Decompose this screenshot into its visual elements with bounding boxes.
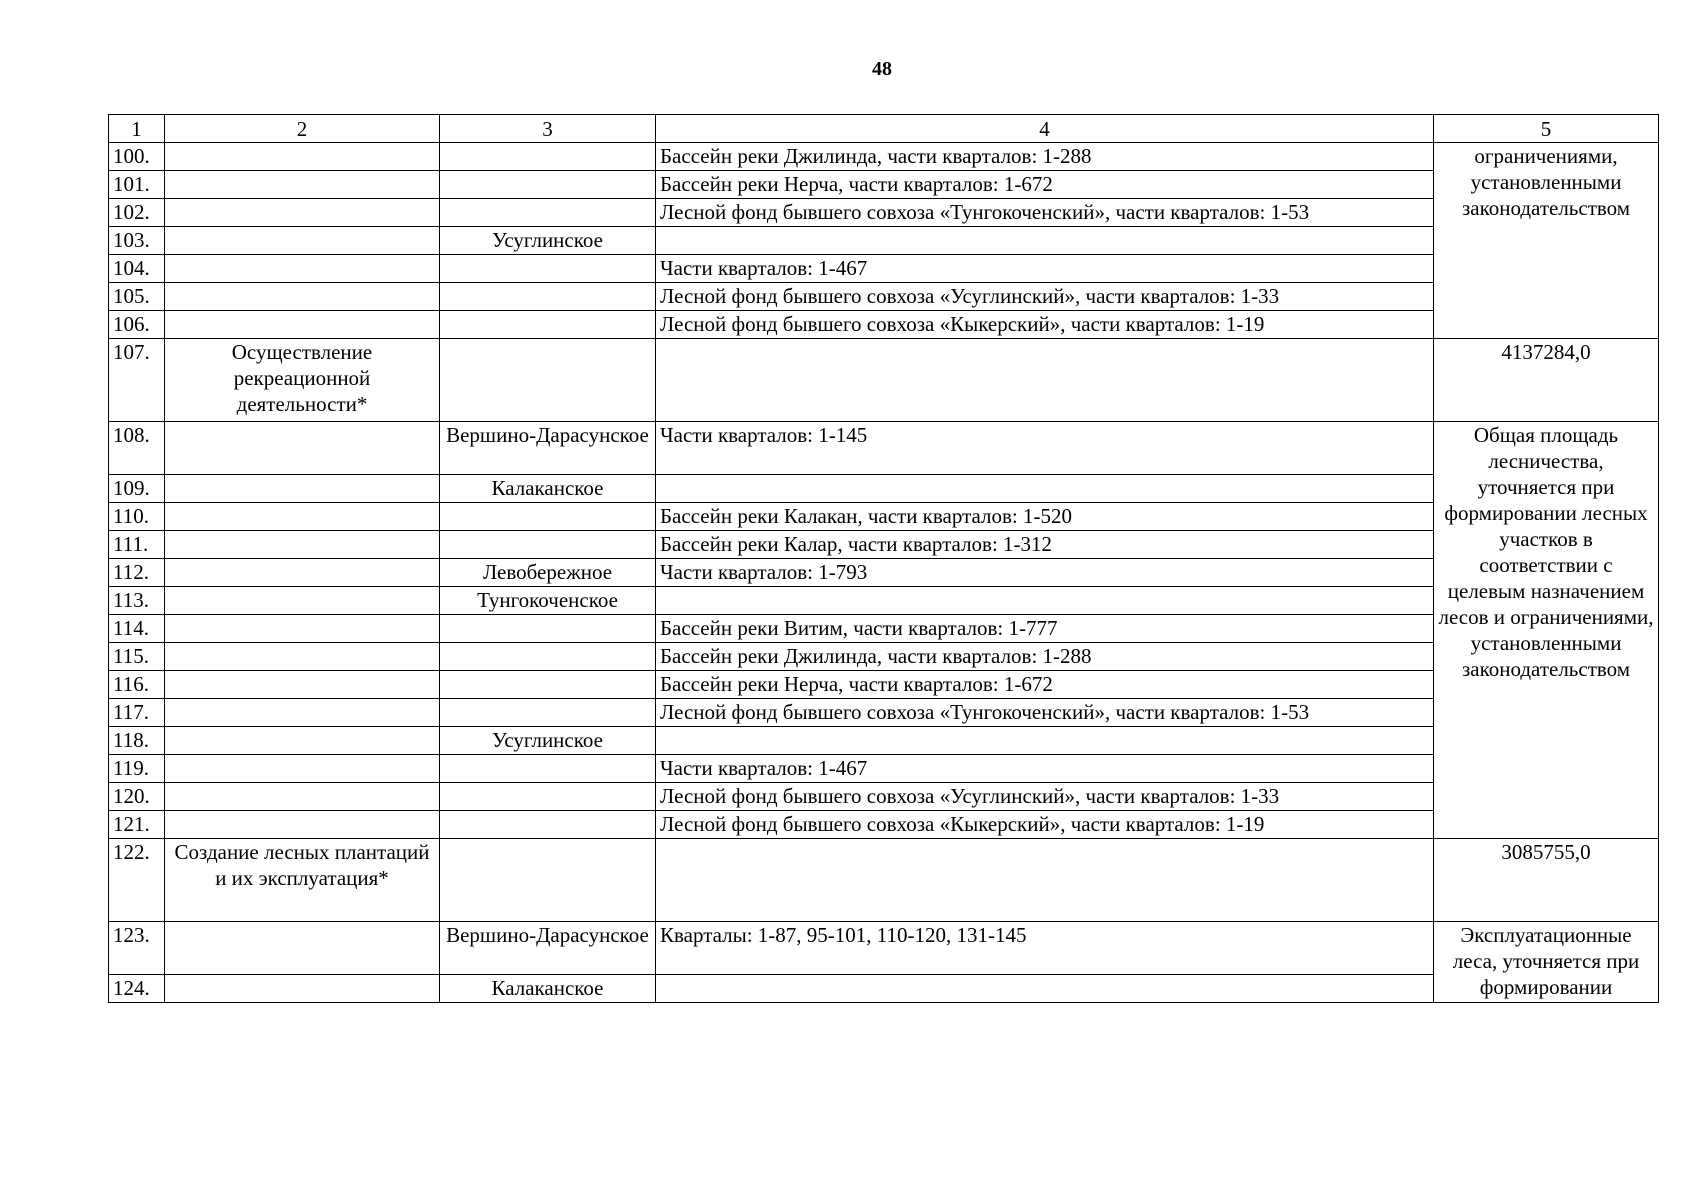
forestry-district-cell: Калаканское (440, 475, 656, 503)
table-row (109, 587, 1659, 615)
table-row (109, 255, 1659, 283)
use-type-cell (165, 643, 440, 671)
table-row (109, 503, 1659, 531)
table-row (109, 727, 1659, 755)
column-header: 4 (656, 115, 1434, 143)
table-row (109, 422, 1659, 475)
forestry-district-cell (440, 311, 656, 339)
quarters-cell (656, 839, 1434, 922)
page-number: 48 (872, 58, 892, 80)
quarters-cell: Бассейн реки Витим, части кварталов: 1-777 (656, 615, 1434, 643)
forestry-district-cell (440, 283, 656, 311)
row-number: 110. (109, 503, 165, 531)
quarters-cell: Кварталы: 1-87, 95-101, 110-120, 131-145 (656, 922, 1434, 975)
forestry-district-cell (440, 339, 656, 422)
use-type-cell (165, 283, 440, 311)
table-row (109, 615, 1659, 643)
area-note-cell: ограничениями, установленными законодательством (1434, 143, 1659, 339)
forestry-district-cell (440, 199, 656, 227)
table-row (109, 283, 1659, 311)
forest-use-table (108, 114, 1659, 1003)
use-type-cell (165, 475, 440, 503)
forestry-district-cell (440, 255, 656, 283)
forestry-district-cell: Вершино-Дарасунское (440, 422, 656, 475)
row-number: 109. (109, 475, 165, 503)
forestry-district-cell (440, 643, 656, 671)
use-type-cell (165, 559, 440, 587)
table-row (109, 143, 1659, 171)
quarters-cell: Бассейн реки Нерча, части кварталов: 1-672 (656, 171, 1434, 199)
forestry-district-cell: Левобережное (440, 559, 656, 587)
row-number: 118. (109, 727, 165, 755)
row-number: 105. (109, 283, 165, 311)
column-header: 1 (109, 115, 165, 143)
row-number: 104. (109, 255, 165, 283)
row-number: 124. (109, 975, 165, 1003)
use-type-cell (165, 171, 440, 199)
column-header: 5 (1434, 115, 1659, 143)
quarters-cell: Лесной фонд бывшего совхоза «Кыкерский», части кварталов: 1-19 (656, 311, 1434, 339)
table-row (109, 171, 1659, 199)
forestry-district-cell (440, 755, 656, 783)
use-type-cell (165, 255, 440, 283)
row-number: 121. (109, 811, 165, 839)
table-row (109, 699, 1659, 727)
forestry-district-cell (440, 171, 656, 199)
forestry-district-cell (440, 671, 656, 699)
use-type-cell (165, 531, 440, 559)
area-note-cell: Общая площадь лесничества, уточняется при формировании лесных участков в соответствии с целевым назначением лесов и ограничениями, установленными законодательством (1434, 422, 1659, 839)
use-type-cell (165, 811, 440, 839)
quarters-cell: Части кварталов: 1-467 (656, 755, 1434, 783)
quarters-cell (656, 339, 1434, 422)
table-row (109, 755, 1659, 783)
row-number: 123. (109, 922, 165, 975)
use-type-cell (165, 199, 440, 227)
use-type-cell (165, 227, 440, 255)
use-type-cell (165, 587, 440, 615)
quarters-cell: Части кварталов: 1-793 (656, 559, 1434, 587)
row-number: 114. (109, 615, 165, 643)
quarters-cell: Части кварталов: 1-145 (656, 422, 1434, 475)
forestry-district-cell: Тунгокоченское (440, 587, 656, 615)
forestry-district-cell (440, 839, 656, 922)
quarters-cell: Бассейн реки Нерча, части кварталов: 1-672 (656, 671, 1434, 699)
table-row (109, 311, 1659, 339)
row-number: 100. (109, 143, 165, 171)
row-number: 116. (109, 671, 165, 699)
row-number: 113. (109, 587, 165, 615)
table-row (109, 339, 1659, 422)
area-value-cell: 3085755,0 (1434, 839, 1659, 922)
use-type-cell (165, 783, 440, 811)
quarters-cell: Лесной фонд бывшего совхоза «Усуглинский», части кварталов: 1-33 (656, 283, 1434, 311)
quarters-cell: Бассейн реки Джилинда, части кварталов: 1-288 (656, 143, 1434, 171)
row-number: 117. (109, 699, 165, 727)
forestry-district-cell (440, 531, 656, 559)
quarters-cell: Лесной фонд бывшего совхоза «Кыкерский», части кварталов: 1-19 (656, 811, 1434, 839)
quarters-cell: Бассейн реки Джилинда, части кварталов: 1-288 (656, 643, 1434, 671)
table-row (109, 199, 1659, 227)
row-number: 120. (109, 783, 165, 811)
row-number: 122. (109, 839, 165, 922)
row-number: 106. (109, 311, 165, 339)
forestry-district-cell (440, 503, 656, 531)
table-row (109, 531, 1659, 559)
forestry-district-cell (440, 699, 656, 727)
column-header: 2 (165, 115, 440, 143)
area-value-cell: 4137284,0 (1434, 339, 1659, 422)
table-row (109, 559, 1659, 587)
row-number: 112. (109, 559, 165, 587)
use-type-cell: Осуществление рекреационной деятельности* (165, 339, 440, 422)
use-type-cell (165, 699, 440, 727)
table-row (109, 783, 1659, 811)
use-type-cell (165, 671, 440, 699)
forestry-district-cell: Усуглинское (440, 727, 656, 755)
forestry-district-cell (440, 615, 656, 643)
use-type-cell (165, 143, 440, 171)
quarters-cell: Лесной фонд бывшего совхоза «Тунгокоченский», части кварталов: 1-53 (656, 199, 1434, 227)
quarters-cell (656, 475, 1434, 503)
quarters-cell (656, 587, 1434, 615)
table-row (109, 975, 1659, 1003)
use-type-cell (165, 975, 440, 1003)
use-type-cell: Создание лесных плантаций и их эксплуатация* (165, 839, 440, 922)
use-type-cell (165, 922, 440, 975)
use-type-cell (165, 755, 440, 783)
row-number: 107. (109, 339, 165, 422)
forestry-district-cell: Калаканское (440, 975, 656, 1003)
area-note-cell: Эксплуатационные леса, уточняется при формировании (1434, 922, 1659, 1003)
quarters-cell (656, 227, 1434, 255)
forestry-district-cell: Усуглинское (440, 227, 656, 255)
quarters-cell: Бассейн реки Калар, части кварталов: 1-312 (656, 531, 1434, 559)
table-row (109, 227, 1659, 255)
table-header-row (109, 115, 1659, 143)
row-number: 102. (109, 199, 165, 227)
quarters-cell (656, 727, 1434, 755)
quarters-cell: Бассейн реки Калакан, части кварталов: 1-520 (656, 503, 1434, 531)
use-type-cell (165, 503, 440, 531)
row-number: 101. (109, 171, 165, 199)
forestry-district-cell: Вершино-Дарасунское (440, 922, 656, 975)
use-type-cell (165, 615, 440, 643)
table-row (109, 839, 1659, 922)
use-type-cell (165, 422, 440, 475)
use-type-cell (165, 727, 440, 755)
table-row (109, 811, 1659, 839)
use-type-cell (165, 311, 440, 339)
quarters-cell: Части кварталов: 1-467 (656, 255, 1434, 283)
row-number: 119. (109, 755, 165, 783)
table-row (109, 475, 1659, 503)
row-number: 115. (109, 643, 165, 671)
table-row (109, 671, 1659, 699)
row-number: 103. (109, 227, 165, 255)
forestry-district-cell (440, 783, 656, 811)
quarters-cell: Лесной фонд бывшего совхоза «Тунгокоченский», части кварталов: 1-53 (656, 699, 1434, 727)
forestry-district-cell (440, 811, 656, 839)
quarters-cell (656, 975, 1434, 1003)
table-row (109, 643, 1659, 671)
table-row (109, 922, 1659, 975)
quarters-cell: Лесной фонд бывшего совхоза «Усуглинский», части кварталов: 1-33 (656, 783, 1434, 811)
column-header: 3 (440, 115, 656, 143)
row-number: 111. (109, 531, 165, 559)
forestry-district-cell (440, 143, 656, 171)
row-number: 108. (109, 422, 165, 475)
